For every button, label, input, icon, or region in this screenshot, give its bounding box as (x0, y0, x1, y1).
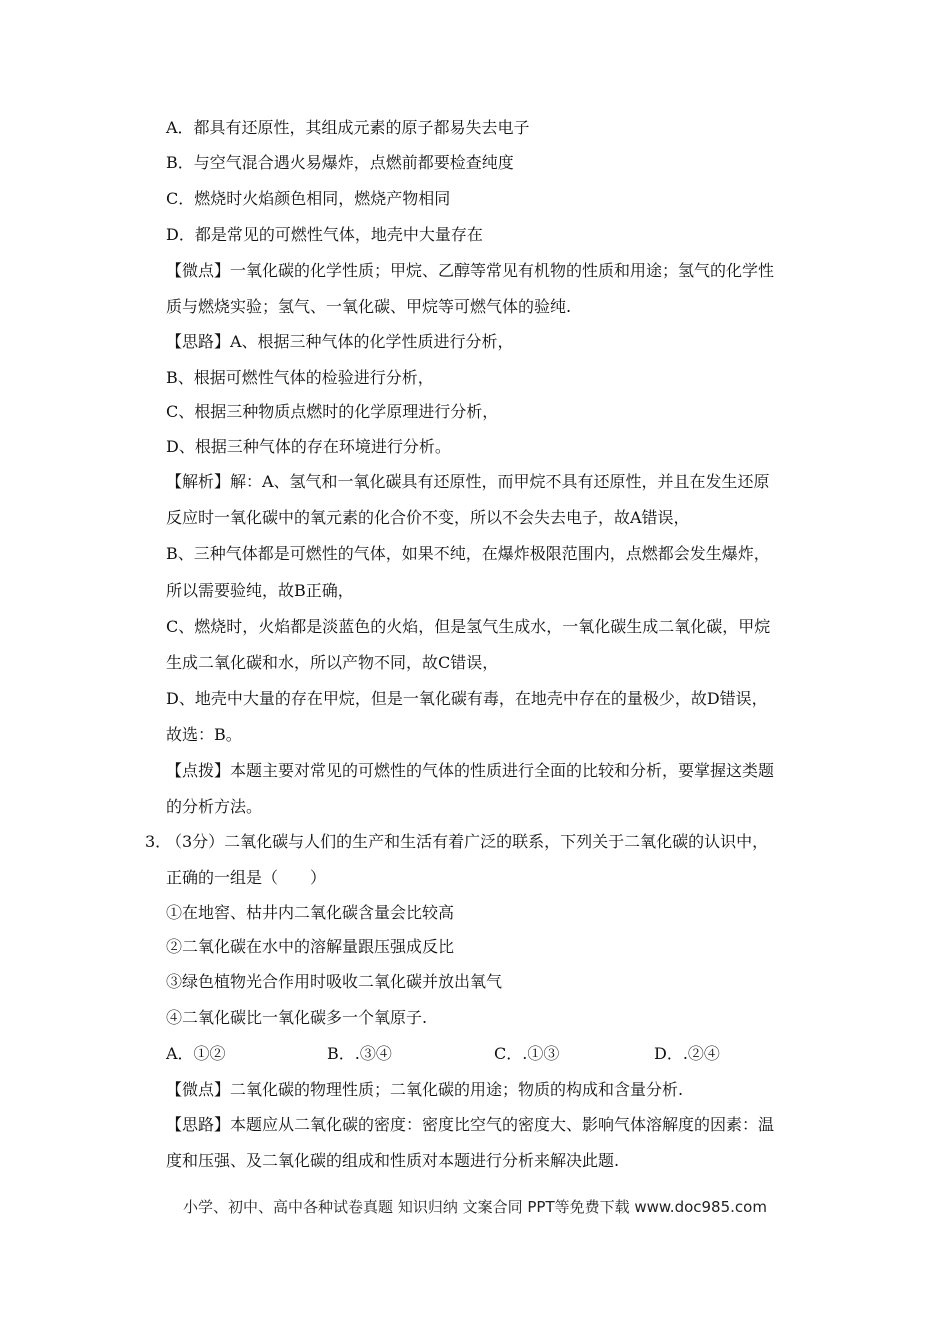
question-stem: （3分）二氧化碳与人们的生产和生活有着广泛的联系，下列关于二氧化碳的认识中， (166, 832, 769, 851)
jiexi-line: 生成二氧化碳和水，所以产物不同，故C错误， (166, 653, 499, 672)
option-d: D．都是常见的可燃性气体，地壳中大量存在 (166, 225, 483, 244)
choice-b: B．.③④ (327, 1044, 392, 1063)
jiexi-line: 【解析】解：A、氢气和一氧化碳具有还原性，而甲烷不具有还原性，并且在发生还原 (166, 472, 770, 491)
option-c: C．燃烧时火焰颜色相同，燃烧产物相同 (166, 189, 451, 208)
option-a: A．都具有还原性，其组成元素的原子都易失去电子 (166, 118, 530, 137)
silu-line: 度和压强、及二氧化碳的组成和性质对本题进行分析来解决此题. (166, 1151, 620, 1170)
silu-line: B、根据可燃性气体的检验进行分析， (166, 368, 434, 387)
silu-line: 【思路】本题应从二氧化碳的密度：密度比空气的密度大、影响气体溶解度的因素：温 (166, 1115, 775, 1134)
question-stem: 正确的一组是（ ） (166, 868, 327, 887)
statement: ②二氧化碳在水中的溶解量跟压强成反比 (166, 937, 455, 956)
question-number: 3． (145, 832, 172, 851)
statement: ①在地窖、枯井内二氧化碳含量会比较高 (166, 903, 455, 922)
weidian-line: 质与燃烧实验；氢气、一氧化碳、甲烷等可燃气体的验纯. (166, 297, 572, 316)
option-b: B．与空气混合遇火易爆炸，点燃前都要检查纯度 (166, 153, 514, 172)
weidian-line: 【微点】二氧化碳的物理性质；二氧化碳的用途；物质的构成和含量分析. (166, 1080, 684, 1099)
jiexi-line: 反应时一氧化碳中的氧元素的化合价不变，所以不会失去电子，故A错误， (166, 508, 690, 527)
jiexi-line: D、地壳中大量的存在甲烷，但是一氧化碳有毒，在地壳中存在的量极少，故D错误， (166, 689, 768, 708)
statement: ④二氧化碳比一氧化碳多一个氧原子. (166, 1008, 428, 1027)
choice-a: A．①② (166, 1044, 226, 1063)
silu-line: D、根据三种气体的存在环境进行分析。 (166, 437, 451, 456)
silu-line: C、根据三种物质点燃时的化学原理进行分析， (166, 402, 499, 421)
page-footer: 小学、初中、高中各种试卷真题 知识归纳 文案合同 PPT等免费下载 www.doc985.com (183, 1198, 767, 1216)
choice-c: C．.①③ (494, 1044, 560, 1063)
silu-line: 【思路】A、根据三种气体的化学性质进行分析， (166, 332, 514, 351)
jiexi-line: 故选：B。 (166, 725, 242, 744)
dianbo-line: 的分析方法。 (166, 797, 263, 816)
dianbo-line: 【点拨】本题主要对常见的可燃性的气体的性质进行全面的比较和分析，要掌握这类题 (166, 761, 775, 780)
jiexi-line: C、燃烧时，火焰都是淡蓝色的火焰，但是氢气生成水，一氧化碳生成二氧化碳，甲烷 (166, 617, 771, 636)
jiexi-line: 所以需要验纯，故B正确， (166, 581, 354, 600)
weidian-line: 【微点】一氧化碳的化学性质；甲烷、乙醇等常见有机物的性质和用途；氢气的化学性 (166, 261, 775, 280)
jiexi-line: B、三种气体都是可燃性的气体，如果不纯，在爆炸极限范围内，点燃都会发生爆炸， (166, 544, 770, 563)
choice-d: D．.②④ (654, 1044, 720, 1063)
statement: ③绿色植物光合作用时吸收二氧化碳并放出氧气 (166, 972, 503, 991)
